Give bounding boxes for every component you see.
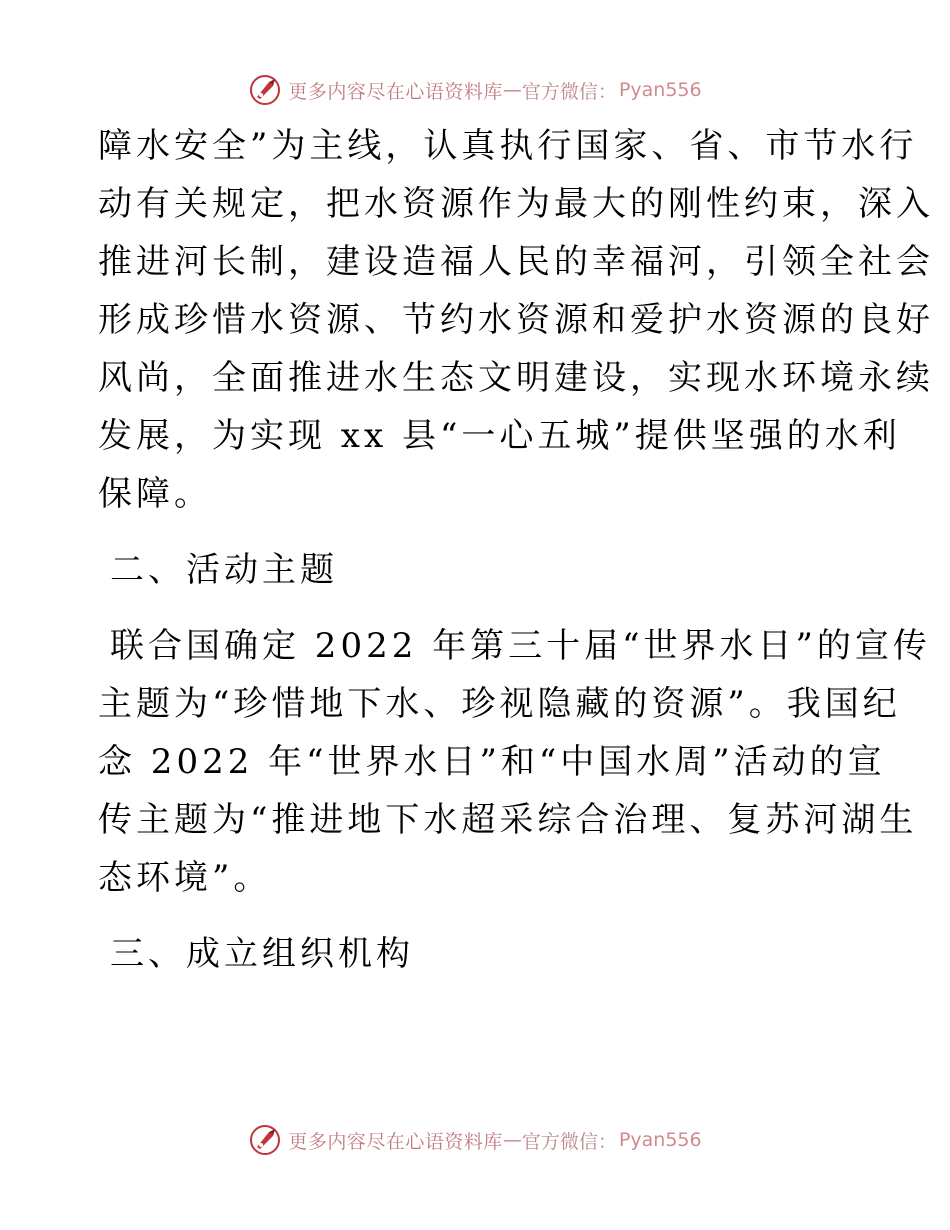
footer-watermark — [0, 1120, 950, 1160]
text-line: 传主题为“推进地下水超采综合治理、复苏河湖生 — [98, 800, 918, 840]
pen-nib-icon — [248, 1123, 282, 1157]
watermark-brand: 更多内容尽在心语资料库 — [288, 80, 503, 103]
text-line: 保障。 — [98, 474, 212, 514]
watermark-brand: 更多内容尽在心语资料库 — [288, 1130, 503, 1153]
text-line: 念 2022 年“世界水日”和“中国水周”活动的宣 — [98, 742, 886, 782]
watermark-separator: — — [502, 1129, 522, 1151]
pen-nib-icon — [248, 73, 282, 107]
text-line: 风尚，全面推进水生态文明建设，实现水环境永续 — [98, 358, 934, 398]
watermark-separator: — — [502, 79, 522, 101]
text-line: 联合国确定 2022 年第三十届“世界水日”的宣传 — [110, 626, 931, 666]
text-line: 动有关规定，把水资源作为最大的刚性约束，深入 — [98, 184, 934, 224]
text-line: 形成珍惜水资源、节约水资源和爱护水资源的良好 — [98, 300, 934, 340]
text-line: 推进河长制，建设造福人民的幸福河，引领全社会 — [98, 242, 934, 282]
watermark-wechat-label: 官方微信： — [521, 1130, 617, 1153]
watermark-wechat-label: 官方微信： — [521, 80, 617, 103]
paragraph-mainline — [98, 117, 934, 523]
section-heading-organization: 三、成立组织机构 — [110, 934, 414, 974]
text-line: 障水安全”为主线，认真执行国家、省、市节水行 — [98, 126, 918, 166]
paragraph-theme — [98, 617, 931, 907]
section-heading-theme: 二、活动主题 — [110, 550, 338, 590]
watermark-wechat-id: Pyan556 — [618, 1129, 702, 1151]
text-line: 主题为“珍惜地下水、珍视隐藏的资源”。我国纪 — [98, 684, 901, 724]
text-line: 态环境”。 — [98, 858, 272, 898]
text-line: 发展，为实现 xx 县“一心五城”提供坚强的水利 — [98, 416, 901, 456]
document-body — [98, 117, 934, 983]
watermark-wechat-id: Pyan556 — [618, 79, 702, 101]
header-watermark — [0, 70, 950, 110]
